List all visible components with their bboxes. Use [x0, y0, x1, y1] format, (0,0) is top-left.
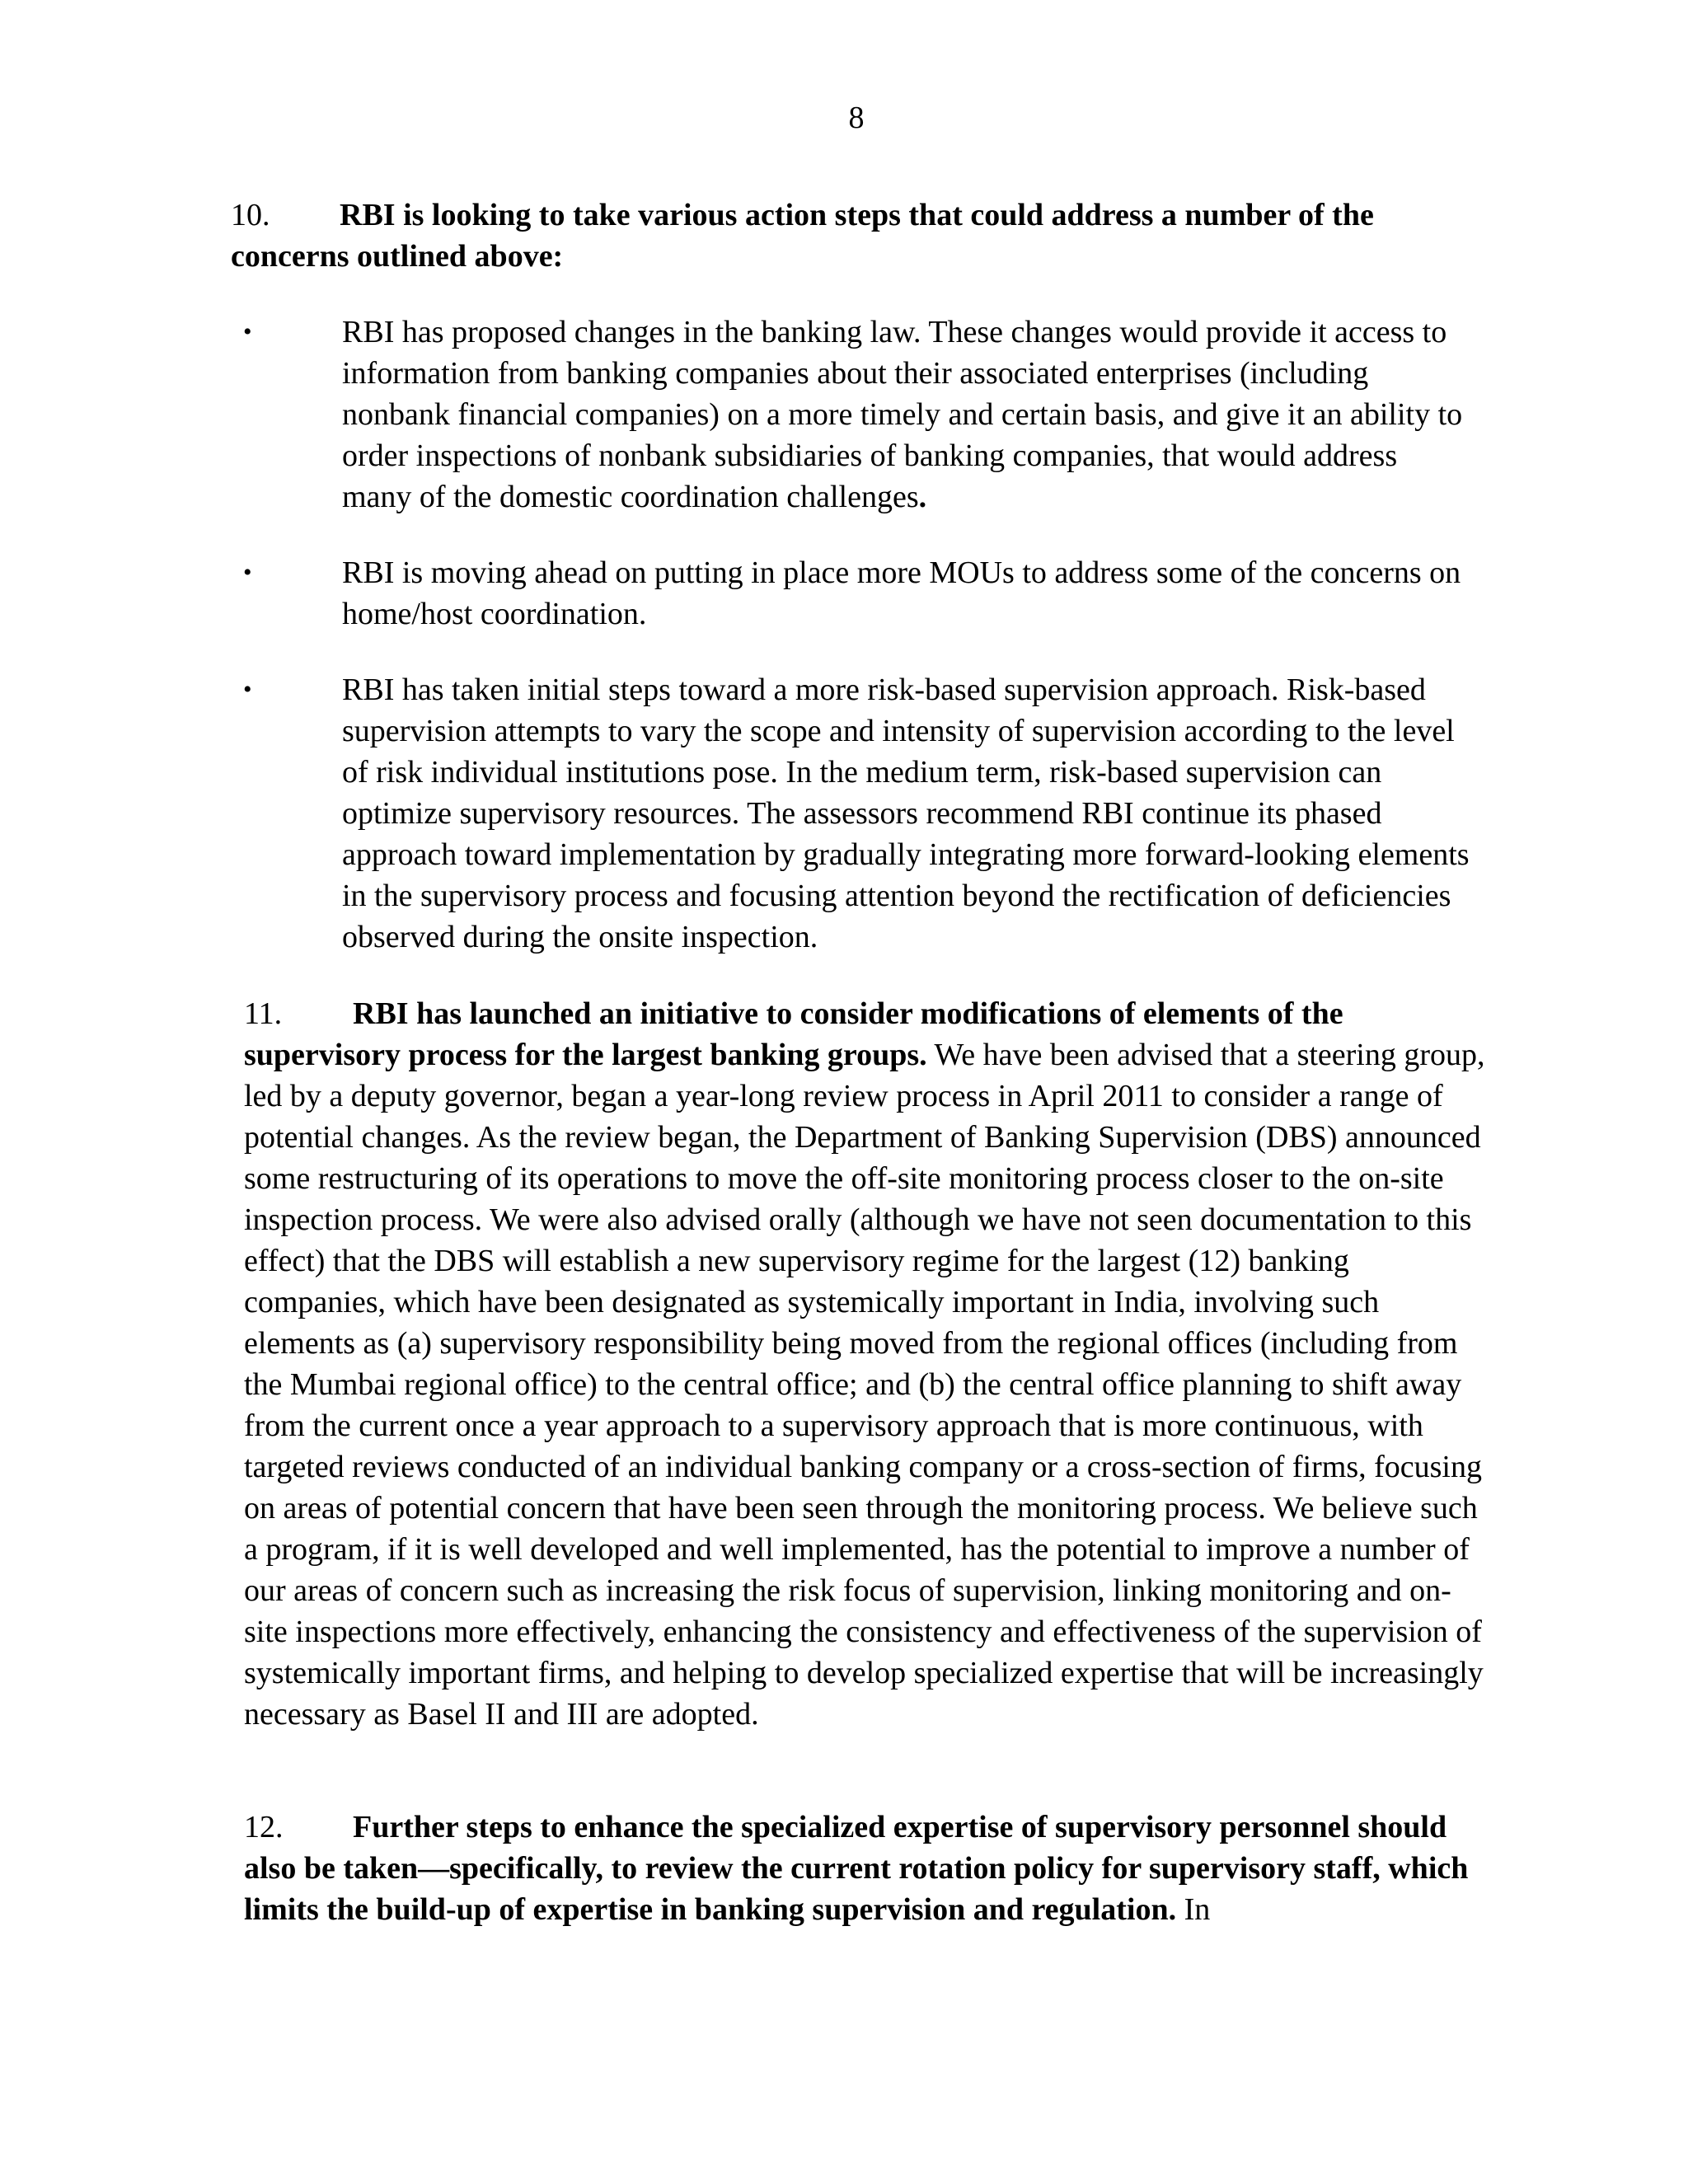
paragraph-number: 11. [244, 996, 283, 1031]
bullet-marker: • [243, 318, 252, 345]
paragraph-11 [244, 993, 1489, 1735]
paragraph-body: In [1176, 1892, 1211, 1927]
bullet-marker: • [243, 559, 252, 586]
paragraph-10 [231, 194, 1484, 277]
paragraph-heading: RBI has launched an initiative to consider modifications of elements of the supervisory process for the largest banking groups. [244, 996, 1343, 1072]
bullet-text: RBI has taken initial steps toward a more risk-based supervision approach. Risk-based supervision attempts to vary the scope and intensity of supervision according to the level of risk individual institutions pose. In the medium term, risk-based supervision can optimize supervisory resources. The assessors recommend RBI continue its phased approach toward implementation by gradually integrating more forward-looking elements in the supervisory process and focusing attention beyond the rectification of deficiencies observed during the onsite inspection. [342, 673, 1470, 954]
paragraph-body: We have been advised that a steering group, led by a deputy governor, began a year-long review process in April 2011 to consider a range of potential changes. As the review began, the Department of Banking Supervision (DBS) announced some restructuring of its operations to move the off-site monitoring process closer to the on-site inspection process. We were also advised orally (although we have not seen documentation to this effect) that the DBS will establish a new supervisory regime for the largest (12) banking companies, which have been designated as systemically important in India, involving such elements as (a) supervisory responsibility being moved from the regional offices (including from the Mumbai regional office) to the central office; and (b) the central office planning to shift away from the current once a year approach to a supervisory approach that is more continuous, with targeted reviews conducted of an individual banking company or a cross-section of firms, focusing on areas of potential concern that have been seen through the monitoring process. We believe such a program, if it is well developed and well implemented, has the potential to improve a number of our areas of concern such as increasing the risk focus of supervision, linking monitoring and on-site inspections more effectively, enhancing the consistency and effectiveness of the supervision of systemically important firms, and helping to develop specialized expertise that will be increasingly necessary as Basel II and III are adopted. [244, 1038, 1485, 1732]
paragraph-heading: RBI is looking to take various action steps that could address a number of the concerns outlined above: [231, 198, 1374, 274]
paragraph-number: 12. [244, 1810, 284, 1844]
paragraph-12 [244, 1807, 1489, 1930]
bullet-text: RBI has proposed changes in the banking law. These changes would provide it access to information from banking companies about their associated enterprises (including nonbank financial companies) on a more timely and certain basis, and give it an ability to order inspections of nonbank subsidiaries of banking companies, that would address many of the domestic coordination challenges. [342, 315, 1463, 514]
bullet-text: RBI is moving ahead on putting in place more MOUs to address some of the concerns on home/host coordination. [342, 555, 1461, 631]
paragraph-number: 10. [231, 198, 270, 232]
bullet-marker: • [243, 676, 252, 703]
page-number: 8 [848, 101, 865, 135]
paragraph-heading: Further steps to enhance the specialized expertise of supervisory personnel should also be taken—specifically, to review the current rotation policy for supervisory staff, which limits the build-up of expertise in banking supervision and regulation. [244, 1810, 1469, 1927]
